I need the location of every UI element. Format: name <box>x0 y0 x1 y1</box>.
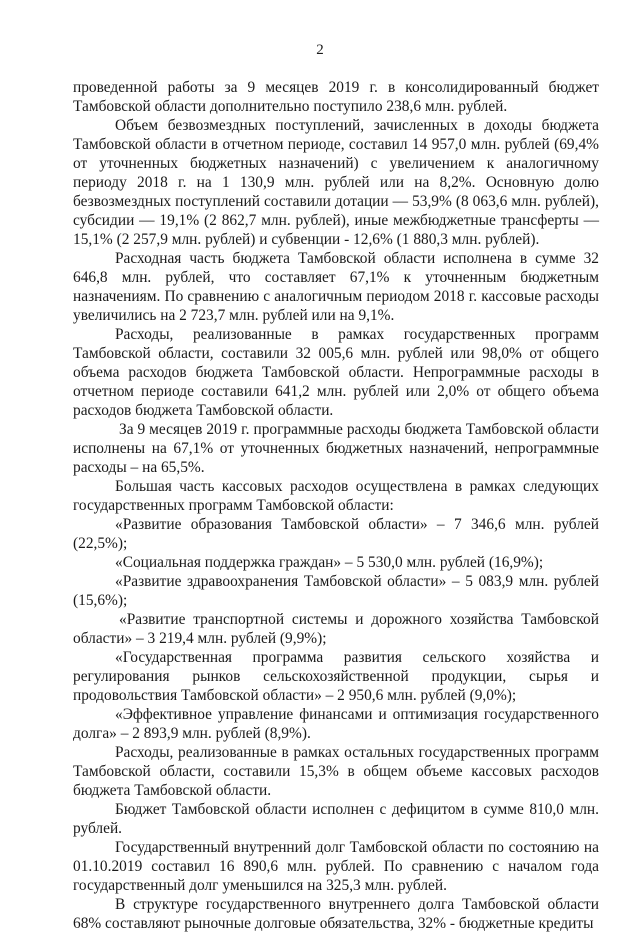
paragraph: В структуре государственного внутреннего долга Тамбовской области 68% составляют рыночные долговые обязательства, 32% - бюджетные кредиты <box>73 896 599 932</box>
paragraph: Большая часть кассовых расходов осуществлена в рамках следующих государственных программ Тамбовской области: <box>73 478 599 514</box>
paragraph: Расходная часть бюджета Тамбовской области исполнена в сумме 32 646,8 млн. рублей, что составляет 67,1% к уточненным бюджетным назначениям. По сравнению с аналогичным периодом 2018 г. кассовые расходы увеличились на 2 723,7 млн. рублей или на 9,1%. <box>73 250 599 324</box>
paragraph: Расходы, реализованные в рамках остальных государственных программ Тамбовской области, составили 15,3% в общем объеме кассовых расходов бюджета Тамбовской области. <box>73 744 599 799</box>
body-text <box>73 78 599 933</box>
paragraph: Государственный внутренний долг Тамбовской области по состоянию на 01.10.2019 составил 16 890,6 млн. рублей. По сравнению с началом года государственный долг уменьшился на 325,3 млн. рублей. <box>73 839 599 894</box>
paragraph: Бюджет Тамбовской области исполнен с дефицитом в сумме 810,0 млн. рублей. <box>73 801 599 837</box>
paragraph: Объем безвозмездных поступлений, зачисленных в доходы бюджета Тамбовской области в отчетном периоде, составил 14 957,0 млн. рублей (69,4% от уточненных бюджетных назначений) с увеличением к аналогичному периоду 2018 г. на 1 130,9 млн. рублей или на 8,2%. Основную долю безвозмездных поступлений составили дотации — 53,9% (8 063,6 млн. рублей), субсидии — 19,1% (2 862,7 млн. рублей), иные межбюджетные трансферты — 15,1% (2 257,9 млн. рублей) и субвенции - 12,6% (1 880,3 млн. рублей). <box>73 117 599 248</box>
list-item: «Государственная программа развития сельского хозяйства и регулирования рынков сельскохозяйственной продукции, сырья и продовольствия Тамбовской области» – 2 950,6 млн. рублей (9,0%); <box>73 649 599 704</box>
page-number: 2 <box>316 42 324 58</box>
list-item: «Эффективное управление финансами и оптимизация государственного долга» – 2 893,9 млн. рублей (8,9%). <box>73 706 599 742</box>
list-item: «Развитие образования Тамбовской области» – 7 346,6 млн. рублей (22,5%); <box>73 516 599 552</box>
list-item: «Развитие здравоохранения Тамбовской области» – 5 083,9 млн. рублей (15,6%); <box>73 573 599 609</box>
paragraph: За 9 месяцев 2019 г. программные расходы бюджета Тамбовской области исполнены на 67,1% от уточненных бюджетных назначений, непрограммные расходы – на 65,5%. <box>73 421 599 476</box>
paragraph: Расходы, реализованные в рамках государственных программ Тамбовской области, составили 32 005,6 млн. рублей или 98,0% от общего объема расходов бюджета Тамбовской области. Непрограммные расходы в отчетном периоде составили 641,2 млн. рублей или 2,0% от общего объема расходов бюджета Тамбовской области. <box>73 326 599 419</box>
list-item: «Развитие транспортной системы и дорожного хозяйства Тамбовской области» – 3 219,4 млн. рублей (9,9%); <box>73 611 599 647</box>
list-item: «Социальная поддержка граждан» – 5 530,0 млн. рублей (16,9%); <box>115 554 544 571</box>
paragraph: проведенной работы за 9 месяцев 2019 г. в консолидированный бюджет Тамбовской области дополнительно поступило 238,6 млн. рублей. <box>73 79 599 115</box>
